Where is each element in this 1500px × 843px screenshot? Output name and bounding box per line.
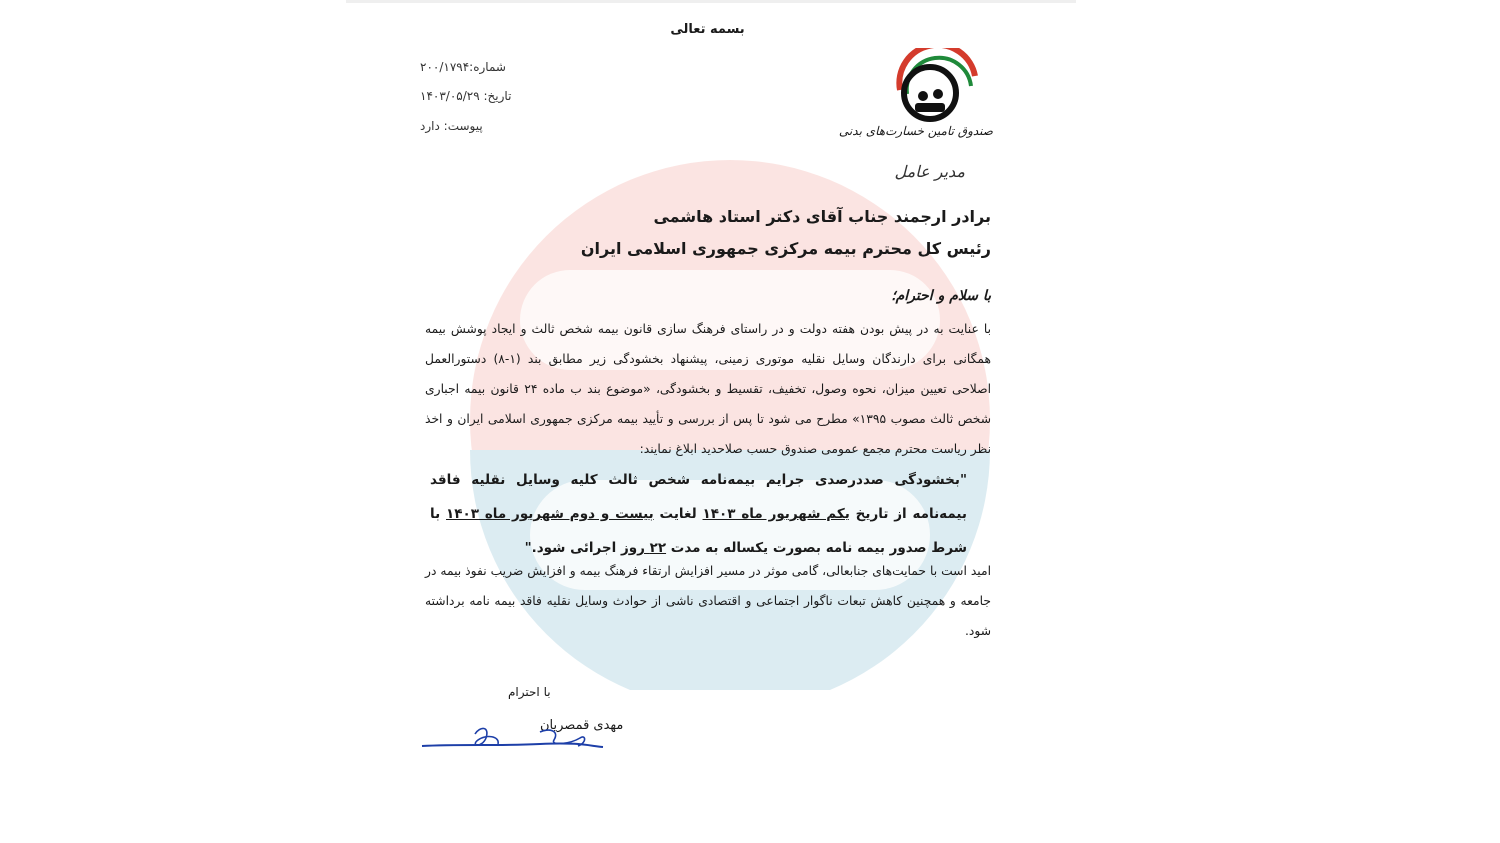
signer-title-stamp: مدیر عامل bbox=[894, 162, 965, 181]
recipient-line-2: رئیس کل محترم بیمه مرکزی جمهوری اسلامی ایران bbox=[580, 239, 991, 258]
closing-regards: با احترام bbox=[508, 685, 551, 699]
logo-figure-base bbox=[915, 103, 945, 112]
date-value: ۱۴۰۳/۰۵/۲۹ bbox=[420, 89, 480, 103]
signer-name: مهدی قمصریان bbox=[540, 718, 624, 733]
quote-text-2: لغایت bbox=[653, 506, 703, 522]
number-value: ۲۰۰/۱۷۹۴ bbox=[420, 60, 470, 74]
quote-duration: ۲۲ روز bbox=[620, 540, 667, 556]
logo-green-arc bbox=[907, 58, 971, 94]
quote-text-1: "بخشودگی صددرصدی جرایم بیمه‌نامه شخص ثالث کلیه وسایل نقلیه فاقد بیمه‌نامه از تاریخ bbox=[430, 472, 967, 522]
letter-attachment bbox=[420, 119, 483, 133]
quote-end-date: بیست و دوم شهریور ماه ۱۴۰۳ bbox=[446, 506, 654, 522]
org-name: صندوق تامین خسارت‌های بدنی bbox=[838, 124, 993, 138]
logo-figure-1 bbox=[918, 91, 928, 101]
letter-number bbox=[420, 60, 506, 74]
quote-text-4: اجرائی شود." bbox=[524, 540, 621, 556]
quote-start-date: یکم شهریور ماه ۱۴۰۳ bbox=[702, 506, 850, 522]
letter-page bbox=[420, 0, 995, 843]
number-label: شماره: bbox=[469, 60, 506, 74]
quote-text-3: با شرط صدور بیمه نامه بصورت یکساله به مدت bbox=[430, 506, 967, 556]
letter-date bbox=[420, 89, 511, 103]
attachment-label: پیوست: bbox=[443, 119, 483, 133]
quoted-proposal bbox=[430, 463, 967, 565]
logo-figure-2 bbox=[933, 89, 943, 99]
recipient-line-1: برادر ارجمند جناب آقای دکتر استاد هاشمی bbox=[653, 207, 991, 226]
attachment-value: دارد bbox=[420, 119, 440, 133]
body-paragraph-2: امید است با حمایت‌های جنابعالی، گامی موثر در مسیر افزایش ارتقاء فرهنگ بیمه و افزایش ضریب نفوذ بیمه در جامعه و همچنین کاهش تبعات ناگوار اجتماعی و اقتصادی ناشی از حوادث وسایل نقلیه فاقد بیمه نامه برداشته شود. bbox=[425, 564, 991, 638]
bismillah-heading: بسمه تعالی bbox=[670, 22, 745, 37]
signature-scribble bbox=[420, 724, 605, 756]
date-label: تاریخ: bbox=[483, 89, 512, 103]
greeting: با سلام و احترام؛ bbox=[891, 288, 991, 304]
body-paragraph-1: با عنایت به در پیش بودن هفته دولت و در راستای فرهنگ سازی قانون بیمه شخص ثالث و ایجاد پوشش بیمه همگانی برای دارندگان وسایل نقلیه موتوری زمینی، پیشنهاد بخشودگی زیر مطابق بند (۱-۸) دستورالعمل اصلاحی تعیین میزان، نحوه وصول، تخفیف، تقسیط و بخشودگی، «موضوع بند ب ماده ۲۴ قانون بیمه اجباری شخص ثالث مصوب ۱۳۹۵» مطرح می شود تا پس از بررسی و تأیید بیمه مرکزی جمهوری اسلامی ایران و اخذ نظر ریاست محترم مجمع عمومی صندوق حسب صلاحدید ابلاغ نمایند: bbox=[425, 322, 992, 456]
